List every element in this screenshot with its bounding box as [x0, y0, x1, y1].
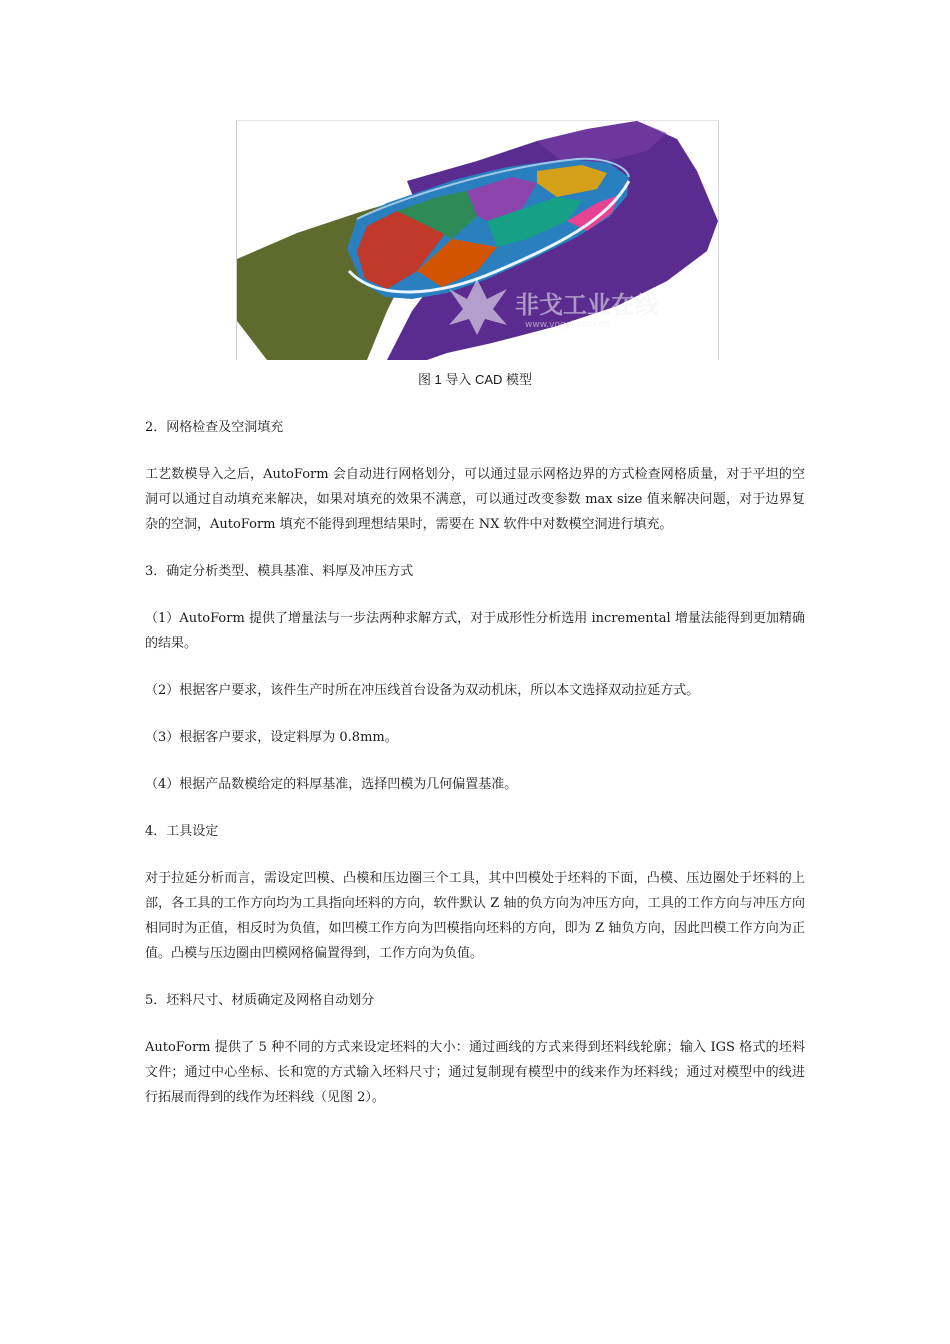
- figure-caption: 图 1 导入 CAD 模型: [417, 372, 533, 387]
- watermark-main-text: 非戈工业在线: [515, 291, 659, 319]
- cad-model-figure: [236, 120, 719, 360]
- paragraph: （3）根据客户要求，设定料厚为 0.8mm。: [145, 730, 398, 745]
- section-heading: 5．坯料尺寸、材质确定及网格自动划分: [145, 993, 375, 1008]
- paragraph: （2）根据客户要求，该件生产时所在冲压线首台设备为双动机床，所以本文选择双动拉延方式。: [145, 683, 700, 698]
- watermark-url-text: www.vogel.com.cn: [525, 320, 610, 330]
- paragraph: 对于拉延分析而言，需设定凹模、凸模和压边圈三个工具，其中凹模处于坯料的下面，凸模、压边圈处于坯料的上部，各工具的工作方向均为工具指向坯料的方向，软件默认 Z 轴的负方向为冲压方向，工具的工作方向与冲压方向相同时为正值，相反时为负值，如凹模工作方向为凹模指向坯料的方向，即为 Z 轴负方向，因此凹模工作方向为正值。凸模与压边圈由凹模网格偏置得到，工作方向为负值。: [145, 871, 805, 961]
- paragraph: 工艺数模导入之后，AutoForm 会自动进行网格划分，可以通过显示网格边界的方式检查网格质量，对于平坦的空洞可以通过自动填充来解决，如果对填充的效果不满意，可以通过改变参数 max size 值来解决问题，对于边界复杂的空洞，AutoForm 填充不能得到理想结果时，需要在 NX 软件中对数模空洞进行填充。: [145, 467, 805, 532]
- paragraph: AutoForm 提供了 5 种不同的方式来设定坯料的大小：通过画线的方式来得到坯料线轮廓；输入 IGS 格式的坯料文件；通过中心坐标、长和宽的方式输入坯料尺寸；通过复制现有模型中的线来作为坯料线；通过对模型中的线进行拓展而得到的线作为坯料线（见图 2）。: [145, 1040, 805, 1105]
- section-heading: 2．网格检查及空洞填充: [145, 420, 284, 435]
- section-heading: 4．工具设定: [145, 824, 219, 839]
- article-body: [145, 415, 805, 1132]
- paragraph: （1）AutoForm 提供了增量法与一步法两种求解方式，对于成形性分析选用 incremental 增量法能得到更加精确的结果。: [145, 611, 805, 651]
- cad-model-image: [237, 121, 718, 360]
- section-heading: 3．确定分析类型、模具基准、料厚及冲压方式: [145, 564, 414, 579]
- paragraph: （4）根据产品数模给定的料厚基准，选择凹模为几何偏置基准。: [145, 777, 518, 792]
